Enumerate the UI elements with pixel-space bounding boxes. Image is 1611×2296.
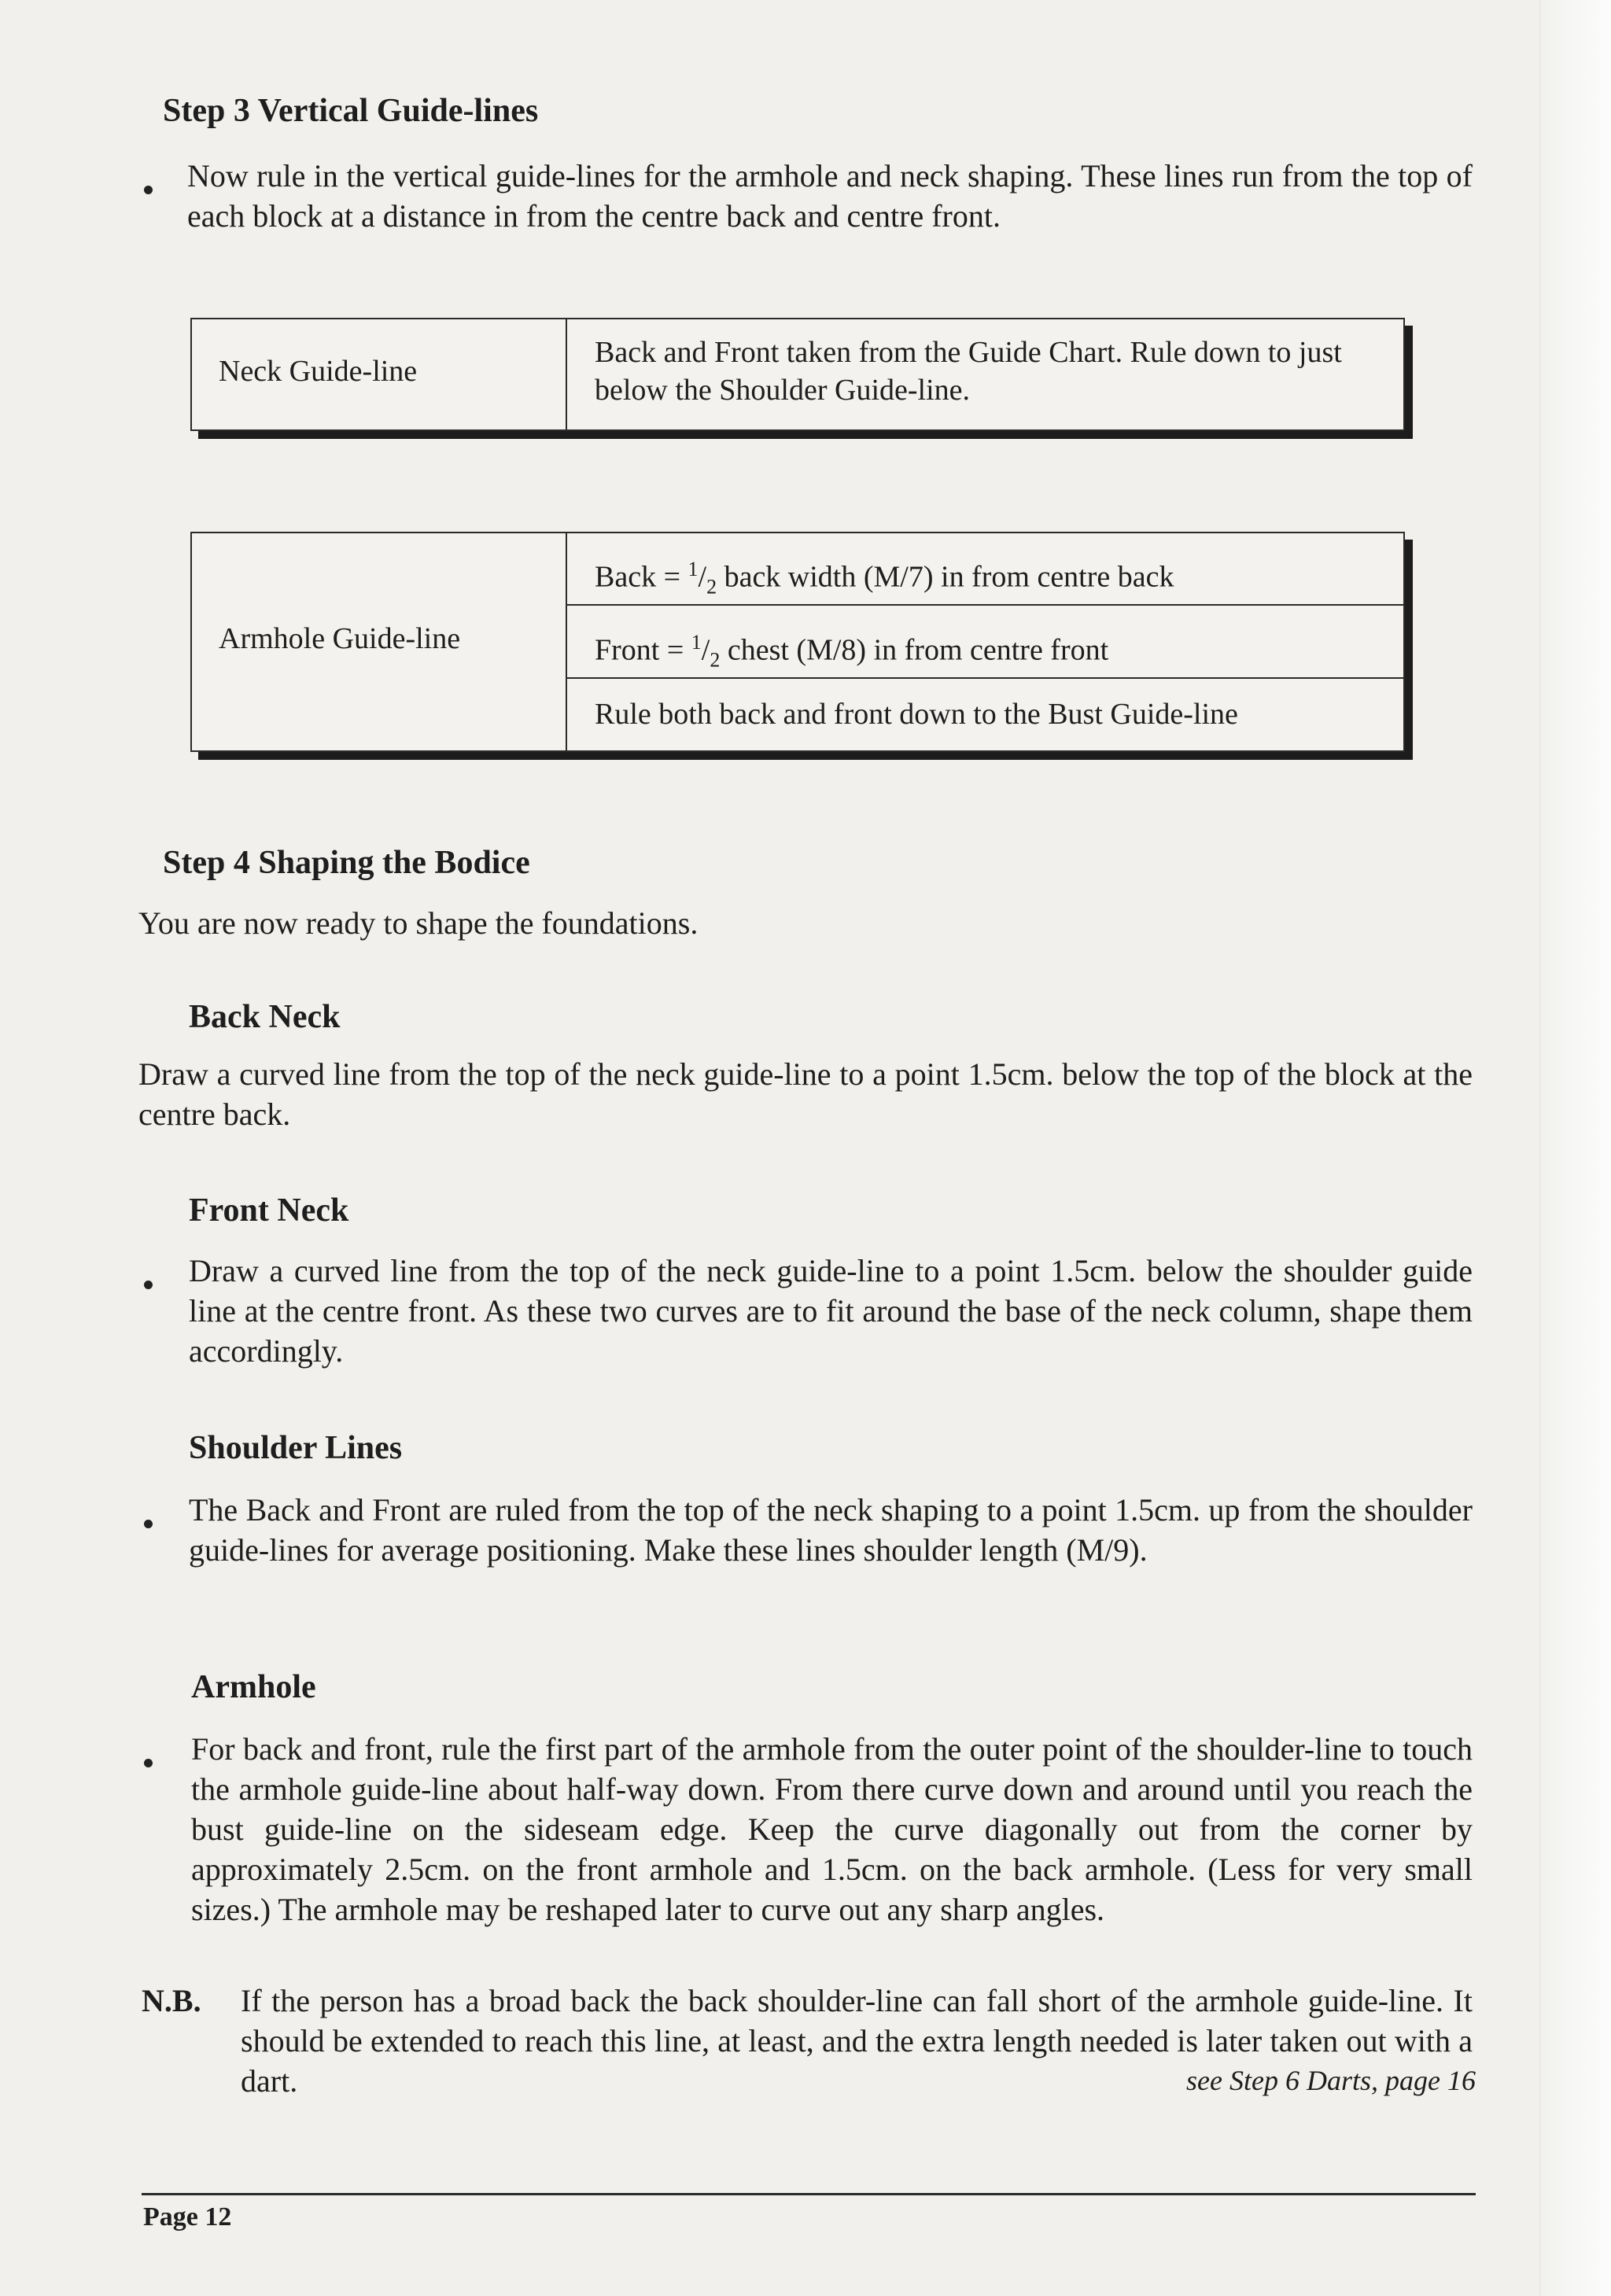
bullet-icon — [144, 1759, 153, 1767]
bullet-icon — [144, 1281, 153, 1289]
armhole-table-label: Armhole Guide-line — [219, 622, 461, 655]
nb-text: If the person has a broad back the back shoulder-line can fall short of the armhole guide-line. It should be extended to reach this line, at least, and the extra length needed is later taken out with a dart. — [241, 1983, 1473, 2099]
front-neck-heading: Front Neck — [189, 1192, 349, 1229]
table-divider — [566, 533, 567, 750]
front-neck-text: Draw a curved line from the top of the neck guide-line to a point 1.5cm. below the shoulder guide line at the centre front. As these two curves are to fit around the base of the neck column, shape them accordingly. — [189, 1253, 1473, 1369]
bullet-icon — [144, 186, 153, 194]
armhole-table-rule-row: Rule both back and front down to the Bust Guide-line — [595, 698, 1238, 731]
armhole-text: For back and front, rule the first part of the armhole from the outer point of the shoulder-line to touch the armhole guide-line about half-way down. From there curve down and around until you reach the bust guide-line on the sideseam edge. Keep the curve diagonally out from the corner by approximately 2.5cm. on the front armhole and 1.5cm. on the back armhole. (Less for very small sizes.) The armhole may be reshaped later to curve out any sharp angles. — [191, 1731, 1473, 1927]
nb-page-reference: see Step 6 Darts, page 16 — [1186, 2065, 1476, 2096]
back-neck-text: Draw a curved line from the top of the neck guide-line to a point 1.5cm. below the top of the block at the centre back. — [138, 1056, 1473, 1132]
armhole-table-front-row: Front = $^1/_2$ chest (M/8) in from centre front — [595, 631, 1109, 672]
shoulder-lines-text: The Back and Front are ruled from the top of the neck shaping to a point 1.5cm. up from the shoulder guide-lines for average positioning. Make these lines shoulder length (M/9). — [189, 1492, 1473, 1568]
page-number: Page 12 — [143, 2202, 232, 2232]
step3-heading: Step 3 Vertical Guide-lines — [163, 93, 539, 129]
step4-intro: You are now ready to shape the foundations. — [138, 905, 699, 941]
armhole-heading: Armhole — [191, 1669, 316, 1705]
bullet-icon — [144, 1520, 153, 1528]
step3-text: Now rule in the vertical guide-lines for the armhole and neck shaping. These lines run from the top of each block at a distance in from the centre back and centre front. — [187, 158, 1473, 234]
armhole-guide-table — [190, 532, 1405, 752]
step4-heading: Step 4 Shaping the Bodice — [163, 845, 530, 881]
neck-table-label: Neck Guide-line — [219, 355, 418, 388]
neck-guide-table — [190, 318, 1405, 431]
armhole-table-back-row: Back = $^1/_2$ back width (M/7) in from centre back — [595, 558, 1174, 599]
nb-label: N.B. — [142, 1983, 201, 2018]
back-neck-heading: Back Neck — [189, 999, 341, 1035]
table-divider — [566, 319, 567, 429]
page-edge — [1539, 0, 1611, 2296]
neck-table-description: Back and Front taken from the Guide Chart. Rule down to just below the Shoulder Guide-line. — [595, 336, 1342, 407]
footer-rule — [142, 2193, 1476, 2195]
shoulder-lines-heading: Shoulder Lines — [189, 1430, 403, 1466]
